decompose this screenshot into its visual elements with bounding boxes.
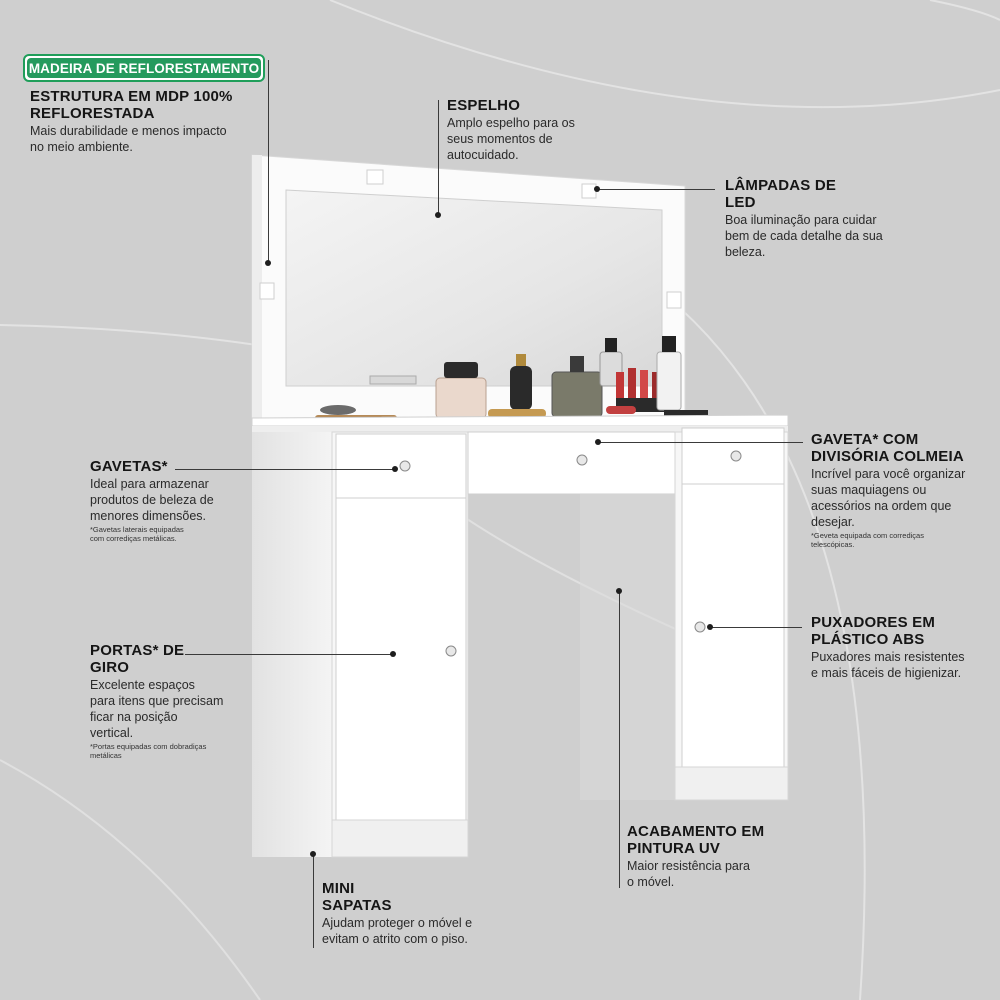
callout-title: ESPELHO — [447, 97, 521, 114]
gavetas-dot — [392, 466, 398, 472]
callout-title: PORTAS* DE GIRO — [90, 642, 185, 676]
callout-desc: Ideal para armazenar produtos de beleza de menores dimensões. — [90, 477, 214, 523]
callout-desc: Amplo espelho para os seus momentos de autocuidado. — [447, 116, 575, 162]
espelho-leader — [438, 100, 439, 215]
lampadas-dot — [594, 186, 600, 192]
callout-note: *Geveta equipada com corrediças telescópicas. — [811, 531, 924, 549]
led-lamp-icon — [667, 292, 681, 308]
callout-gavetas — [90, 458, 250, 543]
callout-title: MINI SAPATAS — [322, 880, 392, 914]
left-cabinet — [252, 432, 468, 857]
callout-gaveta-colmeia — [811, 431, 991, 549]
callout-desc: Maior resistência para o móvel. — [627, 859, 750, 889]
callout-title: GAVETA* COM DIVISÓRIA COLMEIA — [811, 431, 964, 465]
drawer-knob-icon — [731, 451, 741, 461]
sapatas-dot — [310, 851, 316, 857]
callout-desc: Excelente espaços para itens que precisam ficar na posição vertical. — [90, 678, 224, 740]
badge-label: MADEIRA DE REFLORESTAMENTO — [27, 58, 261, 78]
callout-acabamento — [627, 823, 807, 890]
callout-title: LÂMPADAS DE LED — [725, 177, 837, 211]
callout-title: ESTRUTURA EM MDP 100% REFLORESTADA — [30, 88, 233, 122]
estrutura-leader — [268, 60, 269, 263]
lampadas-leader — [597, 189, 715, 190]
drawer-knob-icon — [400, 461, 410, 471]
callout-puxadores — [811, 614, 991, 681]
callout-desc: Ajudam proteger o móvel e evitam o atrito com o piso. — [322, 916, 473, 946]
callout-title: PUXADORES EM PLÁSTICO ABS — [811, 614, 936, 648]
led-lamp-icon — [367, 170, 383, 184]
right-cabinet — [675, 428, 788, 800]
colmeia-leader — [598, 442, 803, 443]
acabamento-dot — [616, 588, 622, 594]
puxadores-dot — [707, 624, 713, 630]
sapatas-leader — [313, 854, 314, 948]
left-door — [336, 498, 466, 820]
callout-estrutura — [30, 88, 262, 155]
callout-sapatas — [322, 880, 512, 947]
espelho-dot — [435, 212, 441, 218]
callout-desc: Boa iluminação para cuidar bem de cada detalhe da sua beleza. — [725, 213, 883, 259]
callout-title: ACABAMENTO EM PINTURA UV — [627, 823, 765, 857]
callout-portas — [90, 642, 250, 760]
acabamento-leader — [619, 591, 620, 888]
drawer-knob-icon — [577, 455, 587, 465]
drawer-knob-icon — [446, 646, 456, 656]
callout-espelho — [447, 97, 617, 163]
estrutura-dot — [265, 260, 271, 266]
portas-dot — [390, 651, 396, 657]
colmeia-dot — [595, 439, 601, 445]
callout-desc: Puxadores mais resistentes e mais fáceis de higienizar. — [811, 650, 965, 680]
callout-desc: Incrível para você organizar suas maquiagens ou acessórios na ordem que desejar. — [811, 467, 966, 529]
puxadores-leader — [710, 627, 802, 628]
callout-desc: Mais durabilidade e menos impacto no meio ambiente. — [30, 124, 227, 154]
drawer-knob-icon — [695, 622, 705, 632]
callout-note: *Portas equipadas com dobradiças metálicas — [90, 742, 207, 760]
callout-title: GAVETAS* — [90, 458, 168, 475]
callout-note: *Gavetas laterais equipadas com corrediças metálicas. — [90, 525, 184, 543]
led-lamp-icon — [260, 283, 274, 299]
center-section — [468, 432, 680, 800]
callout-lampadas — [725, 177, 925, 260]
reforestation-badge — [23, 54, 265, 82]
